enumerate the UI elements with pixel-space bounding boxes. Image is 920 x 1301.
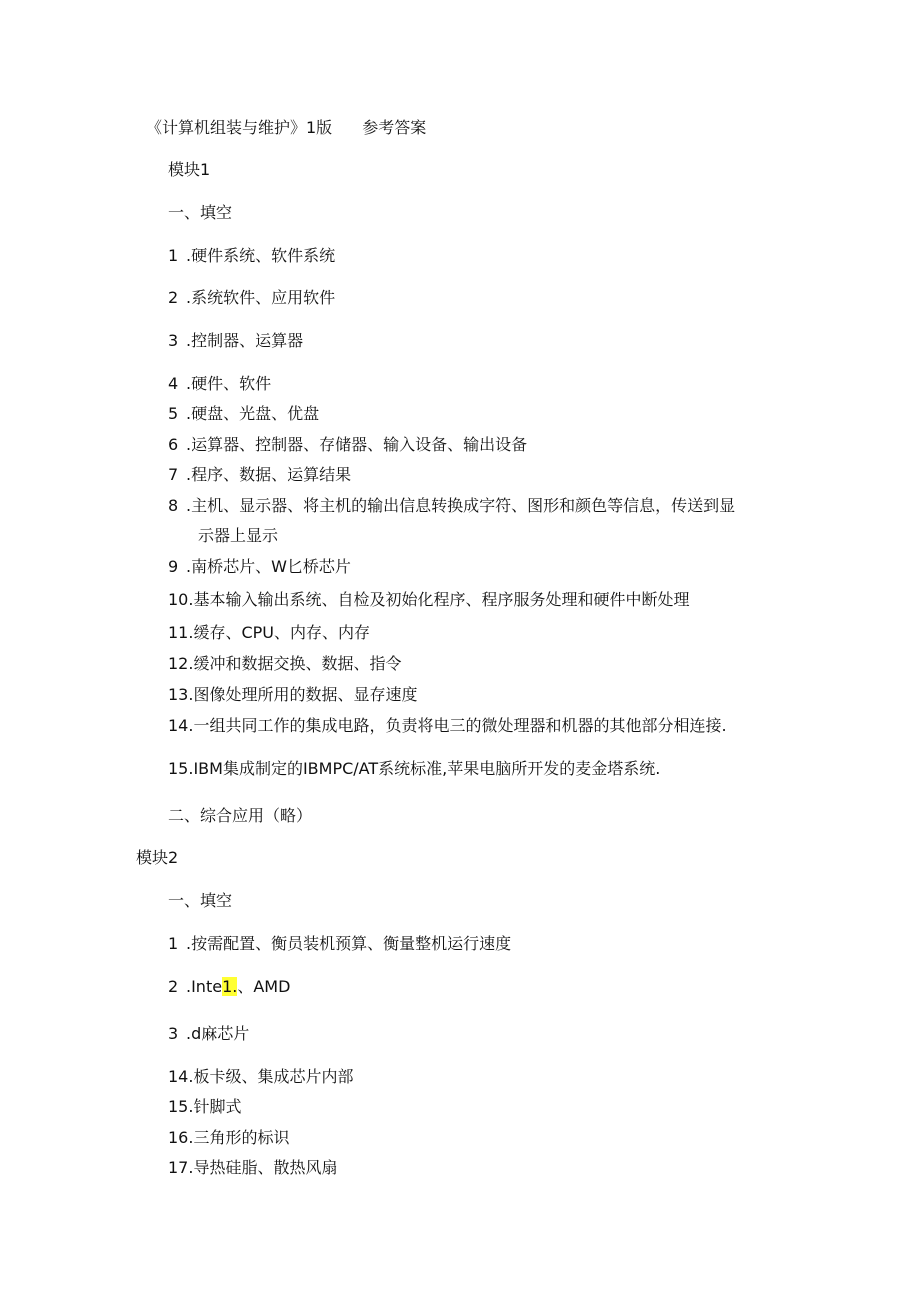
list-item: 14.一组共同工作的集成电路，负责将电三的微处理器和机器的其他部分相连接. <box>168 716 727 735</box>
list-item: 5 .硬盘、光盘、优盘 <box>168 404 320 423</box>
title-main: 《计算机组装与维护》1版 <box>146 118 333 137</box>
list-item: 10.基本输入输出系统、自检及初始化程序、程序服务处理和硬件中断处理 <box>168 590 690 609</box>
list-item: 8 .主机、显示器、将主机的输出信息转换成字符、图形和颜色等信息，传送到显 <box>168 496 736 515</box>
list-item: 3 .控制器、运算器 <box>168 331 304 350</box>
list-item: 12.缓冲和数据交换、数据、指令 <box>168 654 402 673</box>
module2-heading: 模块2 <box>136 848 179 867</box>
list-item: 16.三角形的标识 <box>168 1128 290 1147</box>
module1-section1-heading: 一、填空 <box>168 203 233 222</box>
list-item: 1 .按需配置、衡员装机预算、衡量整机运行速度 <box>168 934 512 953</box>
list-item: 1 .硬件系统、软件系统 <box>168 246 336 265</box>
list-item-continuation: 示器上显示 <box>198 526 279 545</box>
list-item: 15.针脚式 <box>168 1097 242 1116</box>
document-title <box>146 118 426 138</box>
title-sub: 参考答案 <box>362 118 427 137</box>
module1-heading: 模块1 <box>168 160 211 179</box>
highlighted-text: 1. <box>222 977 238 996</box>
list-item: 14.板卡级、集成芯片内部 <box>168 1067 354 1086</box>
list-item: 9 .南桥芯片、W匕桥芯片 <box>168 557 351 576</box>
list-item: 15.IBM集成制定的IBMPC/AT系统标准,苹果电脑所开发的麦金塔系统. <box>168 759 661 778</box>
list-item: 17.导热硅脂、散热风扇 <box>168 1158 338 1177</box>
module2-section1-heading: 一、填空 <box>168 891 233 910</box>
list-item: 3 .d麻芯片 <box>168 1024 250 1043</box>
list-item: 6 .运算器、控制器、存储器、输入设备、输出设备 <box>168 435 528 454</box>
list-item: 7 .程序、数据、运算结果 <box>168 465 352 484</box>
list-item: 2 .Inte1.、AMD <box>168 977 291 996</box>
list-item: 11.缓存、CPU、内存、内存 <box>168 623 370 642</box>
list-item: 13.图像处理所用的数据、显存速度 <box>168 685 418 704</box>
list-item: 2 .系统软件、应用软件 <box>168 288 336 307</box>
list-item: 4 .硬件、软件 <box>168 374 272 393</box>
module1-section2-heading: 二、综合应用（略） <box>168 806 313 825</box>
